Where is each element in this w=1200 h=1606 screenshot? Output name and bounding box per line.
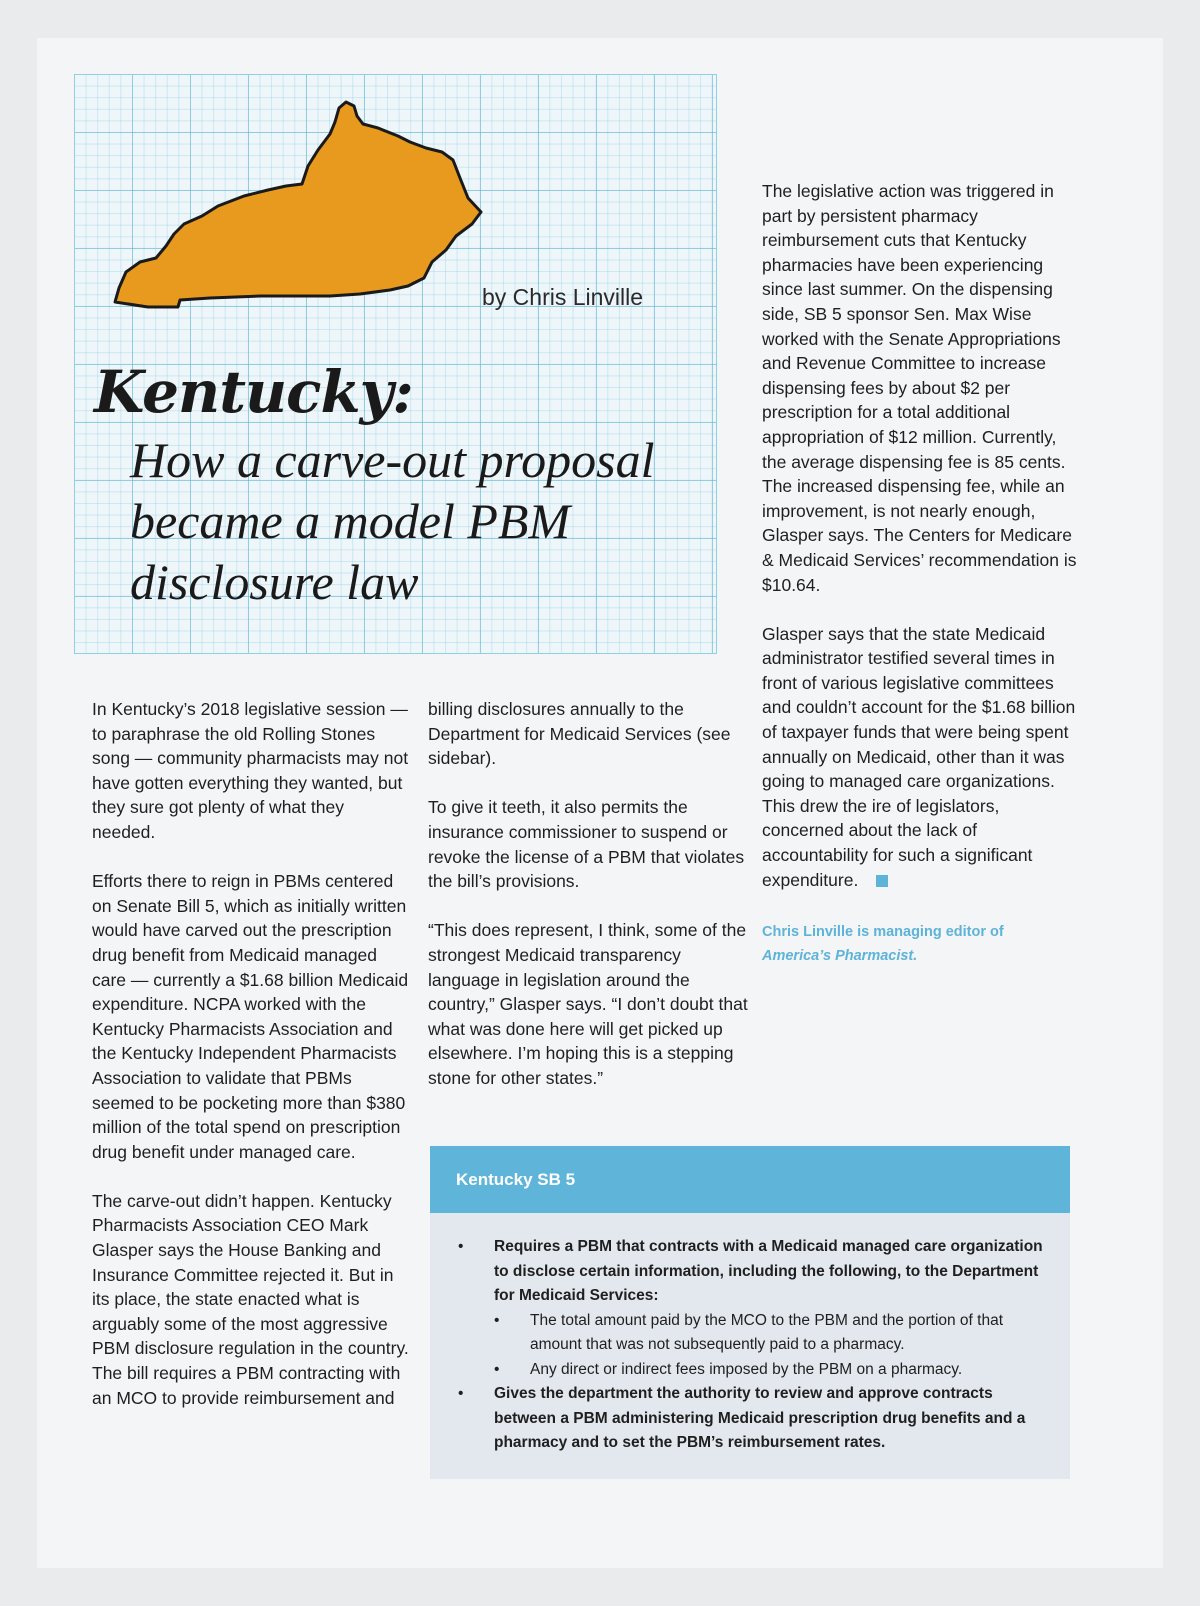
author-bio-text: Chris Linville is managing editor of xyxy=(762,924,1004,940)
sidebar-box xyxy=(430,1146,1070,1479)
sidebar-subitem: • The total amount paid by the MCO to the PBM and the portion of that amount that was not subsequently paid to a pharmacy. xyxy=(494,1309,1050,1358)
paragraph: To give it teeth, it also permits the insurance commissioner to suspend or revoke the license of a PBM that violates the bill’s provisions. xyxy=(428,797,745,892)
paragraph: billing disclosures annually to the Department for Medicaid Services (see sidebar). xyxy=(428,699,731,769)
sidebar-title: Kentucky SB 5 xyxy=(430,1146,1070,1213)
sidebar-item-text: Requires a PBM that contracts with a Medicaid managed care organization to disclose certain information, including the following, to the Department for Medicaid Services: xyxy=(494,1238,1043,1304)
kentucky-map-icon xyxy=(110,100,500,320)
article-title: Kentucky: xyxy=(94,358,413,426)
paragraph xyxy=(762,622,1082,893)
sidebar-sublist xyxy=(494,1309,1050,1383)
end-of-article-icon xyxy=(876,875,888,887)
paragraph: “This does represent, I think, some of the strongest Medicaid transparency language in legislation around the country,” Glasper says. “I don’t doubt that what was done here will get picked up elsewhere. I’m hoping this is a stepping stone for other states.” xyxy=(428,920,748,1088)
paragraph: The carve-out didn’t happen. Kentucky Pharmacists Association CEO Mark Glasper says the House Banking and Insurance Committee rejected it. But in its place, the state enacted what is arguably some of the most aggressive PBM disclosure regulation in the country. The bill requires a PBM contracting with an MCO to provide reimbursement and xyxy=(92,1190,409,1408)
paragraph-text: Glasper says that the state Medicaid administrator testified several times in front of various legislative committees and couldn’t account for the $1.68 billion of taxpayer funds that were being spent annually on Medicaid, other than it was going to managed care organizations. This drew the ire of legislators, concerned about the lack of accountability for such a significant expenditure. xyxy=(762,623,1076,890)
article-subtitle: How a carve-out proposal became a model PBM disclosure law xyxy=(130,432,655,610)
sidebar-list xyxy=(430,1213,1070,1456)
publication-name: America’s Pharmacist. xyxy=(762,948,918,964)
sidebar-item-text: Gives the department the authority to review and approve contracts between a PBM administering Medicaid prescription drug benefits and a pharmacy and to set the PBM’s reimbursement rates. xyxy=(494,1385,1026,1451)
body-column-1 xyxy=(92,697,412,1410)
sidebar-list-item xyxy=(458,1235,1050,1382)
body-column-3 xyxy=(762,179,1082,892)
paragraph: In Kentucky’s 2018 legislative session — to paraphrase the old Rolling Stones song — community pharmacists may not have gotten everything they wanted, but they sure got plenty of what they needed. xyxy=(92,699,409,842)
paragraph: The legislative action was triggered in part by persistent pharmacy reimbursement cuts that Kentucky pharmacies have been experiencing since last summer. On the dispensing side, SB 5 sponsor Sen. Max Wise worked with the Senate Appropriations and Revenue Committee to increase dispensing fees by about $2 per prescription for a total additional appropriation of $12 million. Currently, the average dispensing fee is 85 cents. The increased dispensing fee, while an improvement, is not nearly enough, Glasper says. The Centers for Medicare & Medicaid Services’ recommendation is $10.64. xyxy=(762,181,1077,595)
paragraph: Efforts there to reign in PBMs centered on Senate Bill 5, which as initially written would have carved out the prescription drug benefit from Medicaid managed care — currently a $1.68 billion Medicaid expenditure. NCPA worked with the Kentucky Pharmacists Association and the Kentucky Independent Pharmacists Association to validate that PBMs seemed to be pocketing more than $380 million of the total spend on prescription drug benefit under managed care. xyxy=(92,871,409,1162)
sidebar-subitem: • Any direct or indirect fees imposed by the PBM on a pharmacy. xyxy=(494,1358,1050,1383)
sidebar-list-item xyxy=(458,1382,1050,1456)
body-column-2 xyxy=(428,697,748,1091)
author-bio xyxy=(762,920,1062,968)
byline: by Chris Linville xyxy=(482,284,644,310)
